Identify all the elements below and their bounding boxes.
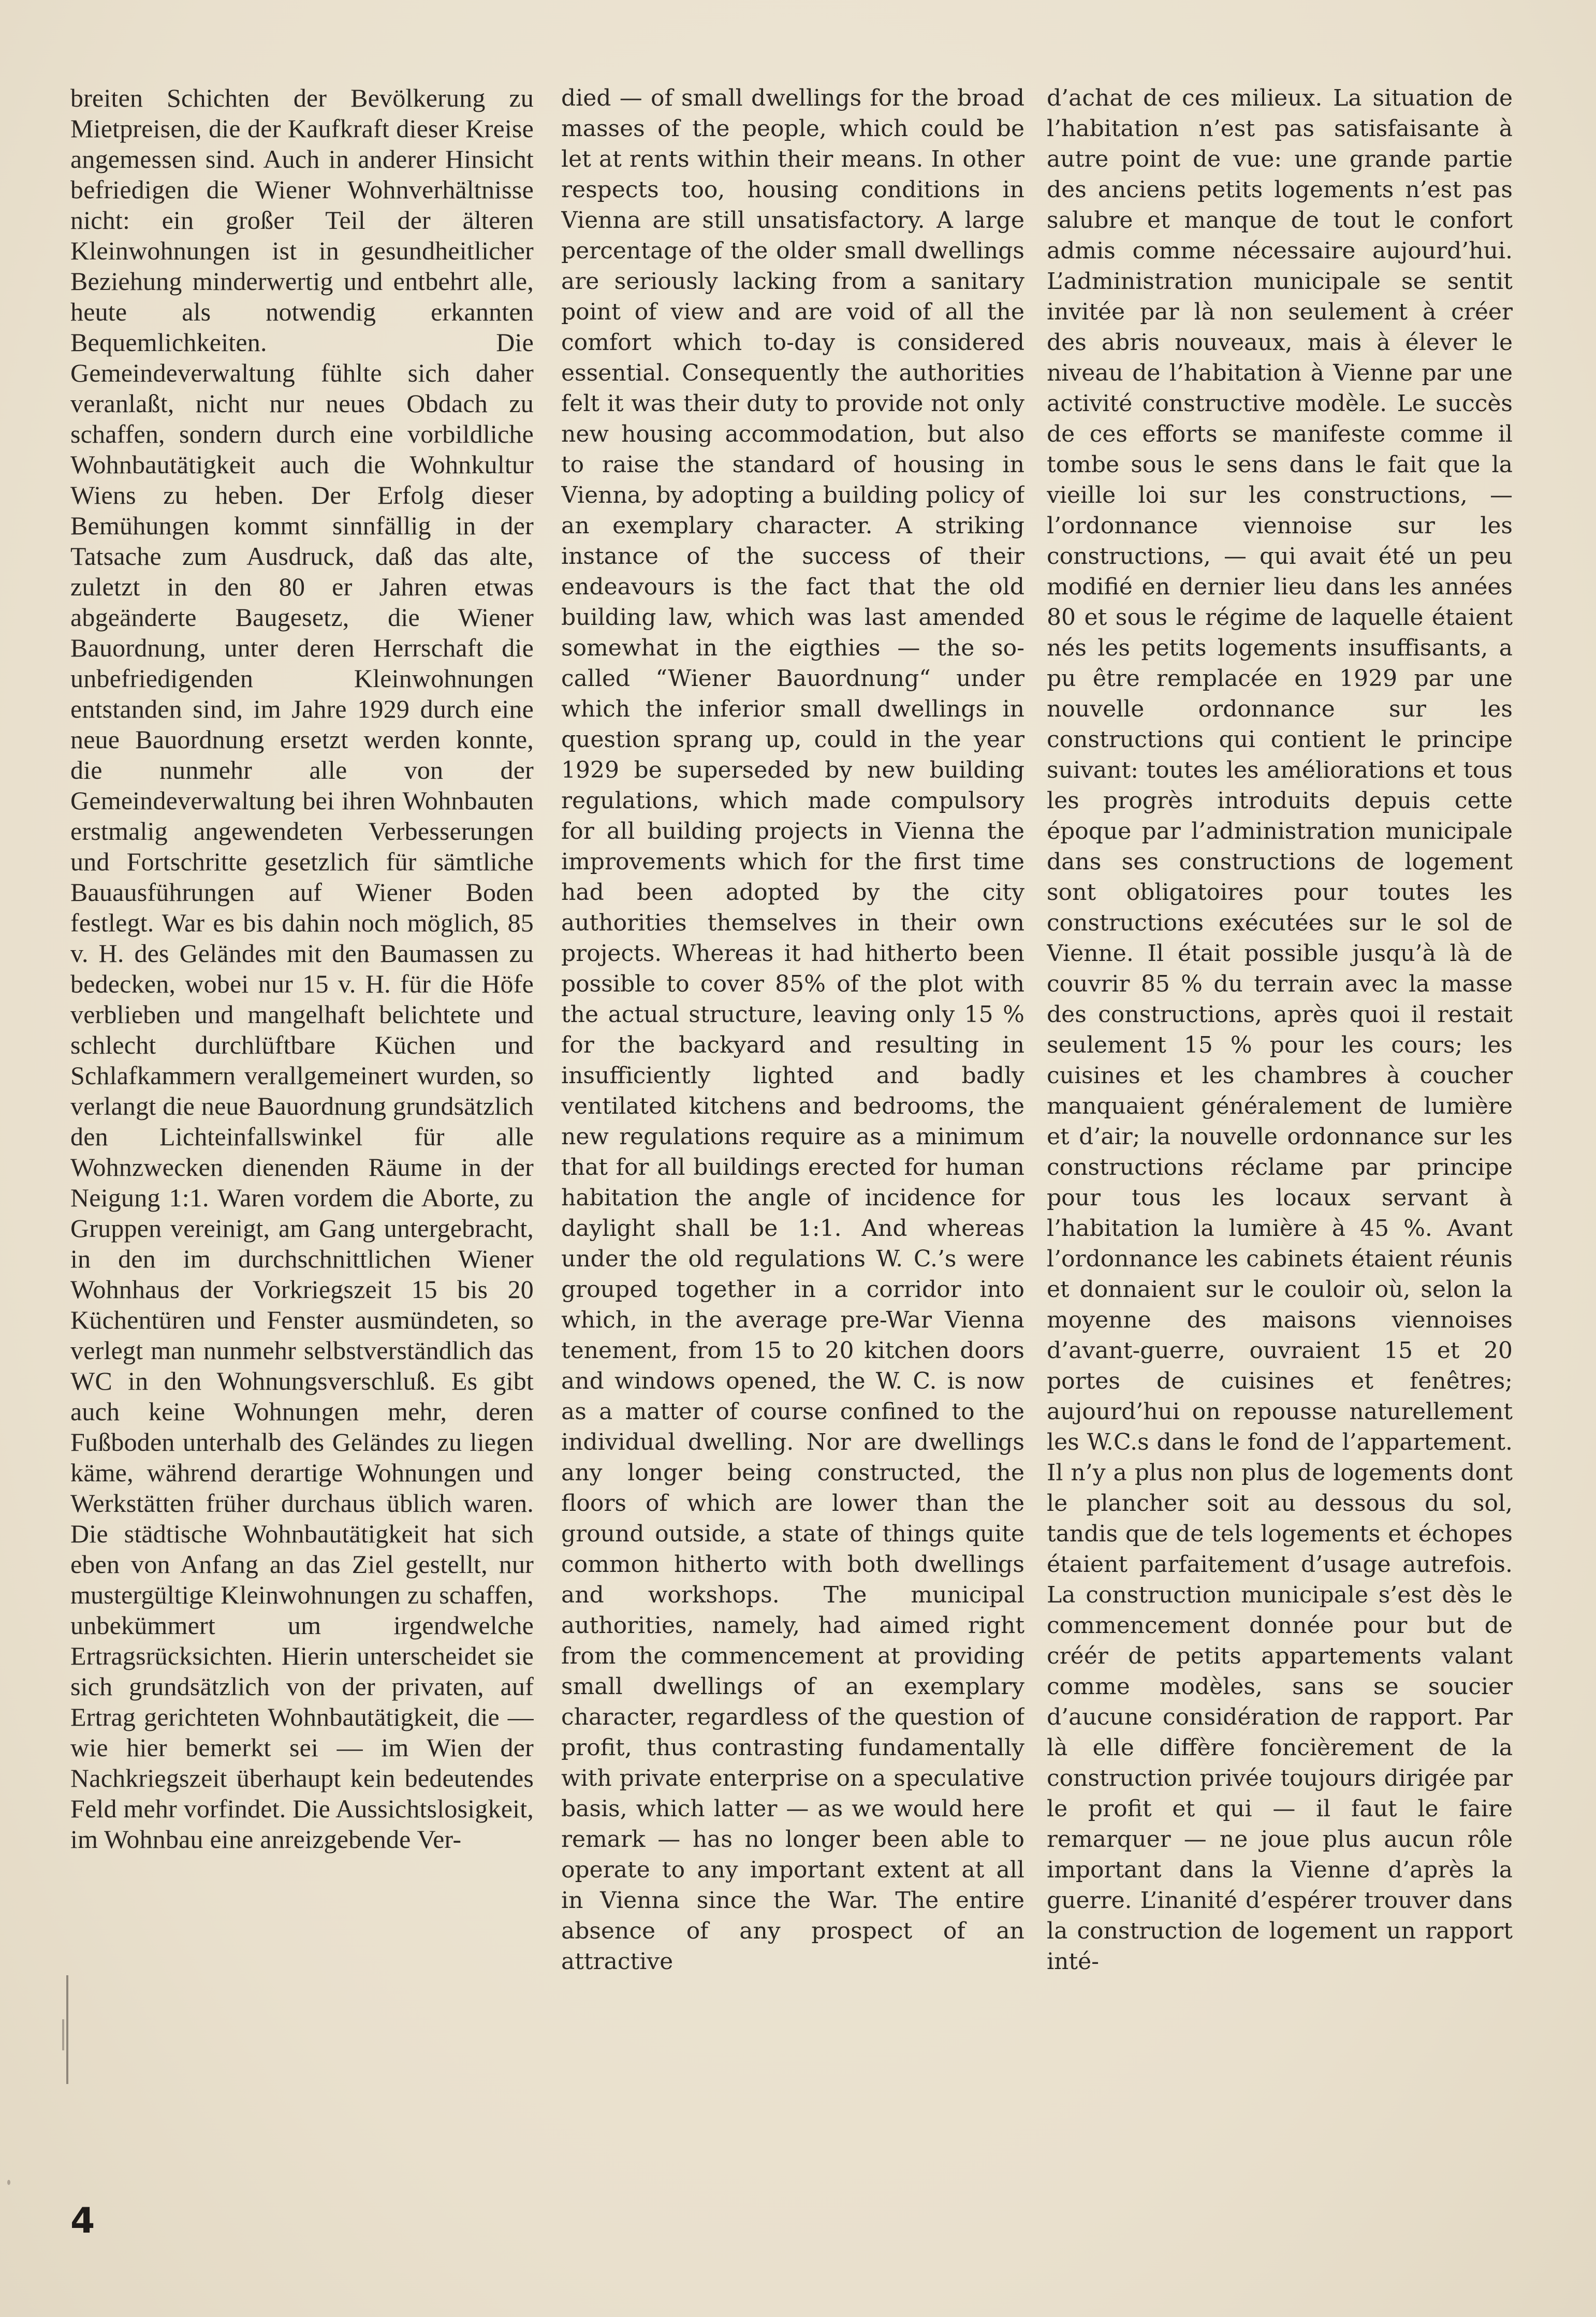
french-column: [1047, 83, 1513, 2154]
margin-pencil-mark-secondary: [62, 2019, 64, 2050]
page-number: 4: [70, 2201, 95, 2241]
german-column: [70, 83, 534, 2154]
margin-pencil-mark: [66, 1975, 68, 2084]
german-text: breiten Schichten der Bevölkerung zu Mietpreisen, die der Kaufkraft dieser Kreise angemessen sind. Auch in anderer Hinsicht befriedigen die Wiener Wohnverhältnisse nicht: ein großer Teil der älteren Kleinwohnungen ist in gesundheitlicher Beziehung minderwertig und entbehrt alle, heute als notwendig erkannten Bequemlichkeiten. Die Gemeindeverwaltung fühlte sich daher veranlaßt, nicht nur neues Obdach zu schaffen, sondern durch eine vorbildliche Wohnbautätigkeit auch die Wohnkultur Wiens zu heben. Der Erfolg dieser Bemühungen kommt sinnfällig in der Tatsache zum Ausdruck, daß das alte, zuletzt in den 80 er Jahren etwas abgeänderte Baugesetz, die Wiener Bauordnung, unter deren Herrschaft die unbefriedigenden Kleinwohnungen entstanden sind, im Jahre 1929 durch eine neue Bauordnung ersetzt werden konnte, die nunmehr alle von der Gemeindeverwaltung bei ihren Wohnbauten erstmalig angewendeten Verbesserungen und Fortschritte gesetzlich für sämtliche Bauausführungen auf Wiener Boden festlegt. War es bis dahin noch möglich, 85 v. H. des Geländes mit den Baumassen zu bedecken, wobei nur 15 v. H. für die Höfe verblieben und mangelhaft belichtete und schlecht durchlüftbare Küchen und Schlafkammern verallgemeinert wurden, so verlangt die neue Bauordnung grundsätzlich den Lichteinfallswinkel für alle Wohnzwecken dienenden Räume in der Neigung 1:1. Waren vordem die Aborte, zu Gruppen vereinigt, am Gang untergebracht, in den im durchschnittlichen Wiener Wohnhaus der Vorkriegszeit 15 bis 20 Küchentüren und Fenster ausmündeten, so verlegt man nunmehr selbstverständlich das WC in den Wohnungsverschluß. Es gibt auch keine Wohnungen mehr, deren Fußboden unterhalb des Geländes zu liegen käme, während derartige Wohnungen und Werkstätten früher durchaus üblich waren. Die städtische Wohnbautätigkeit hat sich eben von Anfang an das Ziel gestellt, nur mustergültige Kleinwohnungen zu schaffen, unbekümmert um irgendwelche Ertragsrücksichten. Hierin unterscheidet sie sich grundsätzlich von der privaten, auf Ertrag gerichteten Wohnbautätigkeit, die — wie hier bemerkt sei — im Wien der Nachkriegszeit überhaupt kein bedeutendes Feld mehr vorfindet. Die Aussichtslosigkeit, im Wohnbau eine anreizgebende Ver-: [70, 83, 534, 1854]
french-text: d’achat de ces milieux. La situation de l’habitation n’est pas satisfaisante à autre point de vue: une grande partie des anciens petits logements n’est pas salubre et manque de tout le confort admis comme nécessaire aujourd’hui. L’administration municipale se sentit invitée par là non seulement à créer des abris nouveaux, mais à élever le niveau de l’habitation à Vienne par une activité constructive modèle. Le succès de ces efforts se manifeste comme il tombe sous le sens dans le fait que la vieille loi sur les constructions, — l’ordonnance viennoise sur les constructions, — qui avait été un peu modifié en dernier lieu dans les années 80 et sous le régime de laquelle étaient nés les petits logements insuffisants, a pu être remplacée en 1929 par une nouvelle ordonnance sur les constructions qui contient le principe suivant: toutes les améliorations et tous les progrès introduits depuis cette époque par l’administration municipale dans ses constructions de logement sont obligatoires pour toutes les constructions exécutées sur le sol de Vienne. Il était possible jusqu’à là de couvrir 85 % du terrain avec la masse des constructions, après quoi il restait seulement 15 % pour les cours; les cuisines et les chambres à coucher manquaient généralement de lumière et d’air; la nouvelle ordonnance sur les constructions réclame par principe pour tous les locaux servant à l’habitation la lumière à 45 %. Avant l’ordonnance les cabinets étaient réunis et donnaient sur le couloir où, selon la moyenne des maisons viennoises d’avant-guerre, ouvraient 15 et 20 portes de cuisines et fenêtres; aujourd’hui on repousse naturellement les W.C.s dans le fond de l’appartement. Il n’y a plus non plus de logements dont le plancher soit au dessous du sol, tandis que de tels logements et échopes étaient parfaitement d’usage autrefois. La construction municipale s’est dès le commencement donnée pour but de créér de petits appartements valant comme modèles, sans se soucier d’aucune considération de rapport. Par là elle diffère foncièrement de la construction privée toujours dirigée par le profit et qui — il faut le faire remarquer — ne joue plus aucun rôle important dans la Vienne d’après la guerre. L’inanité d’espérer trouver dans la construction de logement un rapport inté-: [1047, 85, 1513, 1975]
paper-speck: [7, 2180, 10, 2185]
english-column: [561, 83, 1024, 2154]
english-text: died — of small dwellings for the broad masses of the people, which could be let at rents within their means. In other respects too, housing conditions in Vienna are still unsatisfactory. A large percentage of the older small dwellings are seriously lacking from a sanitary point of view and are void of all the comfort which to-day is considered essential. Consequently the authorities felt it was their duty to provide not only new housing accommodation, but also to raise the standard of housing in Vienna, by adopting a building policy of an exemplary character. A striking instance of the success of their endeavours is the fact that the old building law, which was last amended somewhat in the eigthies — the so-called “Wiener Bauordnung“ under which the inferior small dwellings in question sprang up, could in the year 1929 be superseded by new building regulations, which made compulsory for all building projects in Vienna the improvements which for the first time had been adopted by the city authorities themselves in their own projects. Whereas it had hitherto been possible to cover 85% of the plot with the actual structure, leaving only 15 % for the backyard and resulting in insufficiently lighted and badly ventilated kitchens and bedrooms, the new regulations require as a minimum that for all buildings erected for human habitation the angle of incidence for daylight shall be 1:1. And whereas under the old regulations W. C.’s were grouped together in a corridor into which, in the average pre-War Vienna tenement, from 15 to 20 kitchen doors and windows opened, the W. C. is now as a matter of course confined to the individual dwelling. Nor are dwellings any longer being constructed, the floors of which are lower than the ground outside, a state of things quite common hitherto with both dwellings and workshops. The municipal authorities, namely, had aimed right from the commencement at providing small dwellings of an exemplary character, regardless of the question of profit, thus contrasting fundamentally with private enterprise on a speculative basis, which latter — as we would here remark — has no longer been able to operate to any important extent at all in Vienna since the War. The entire absence of any prospect of an attractive: [561, 85, 1024, 1975]
